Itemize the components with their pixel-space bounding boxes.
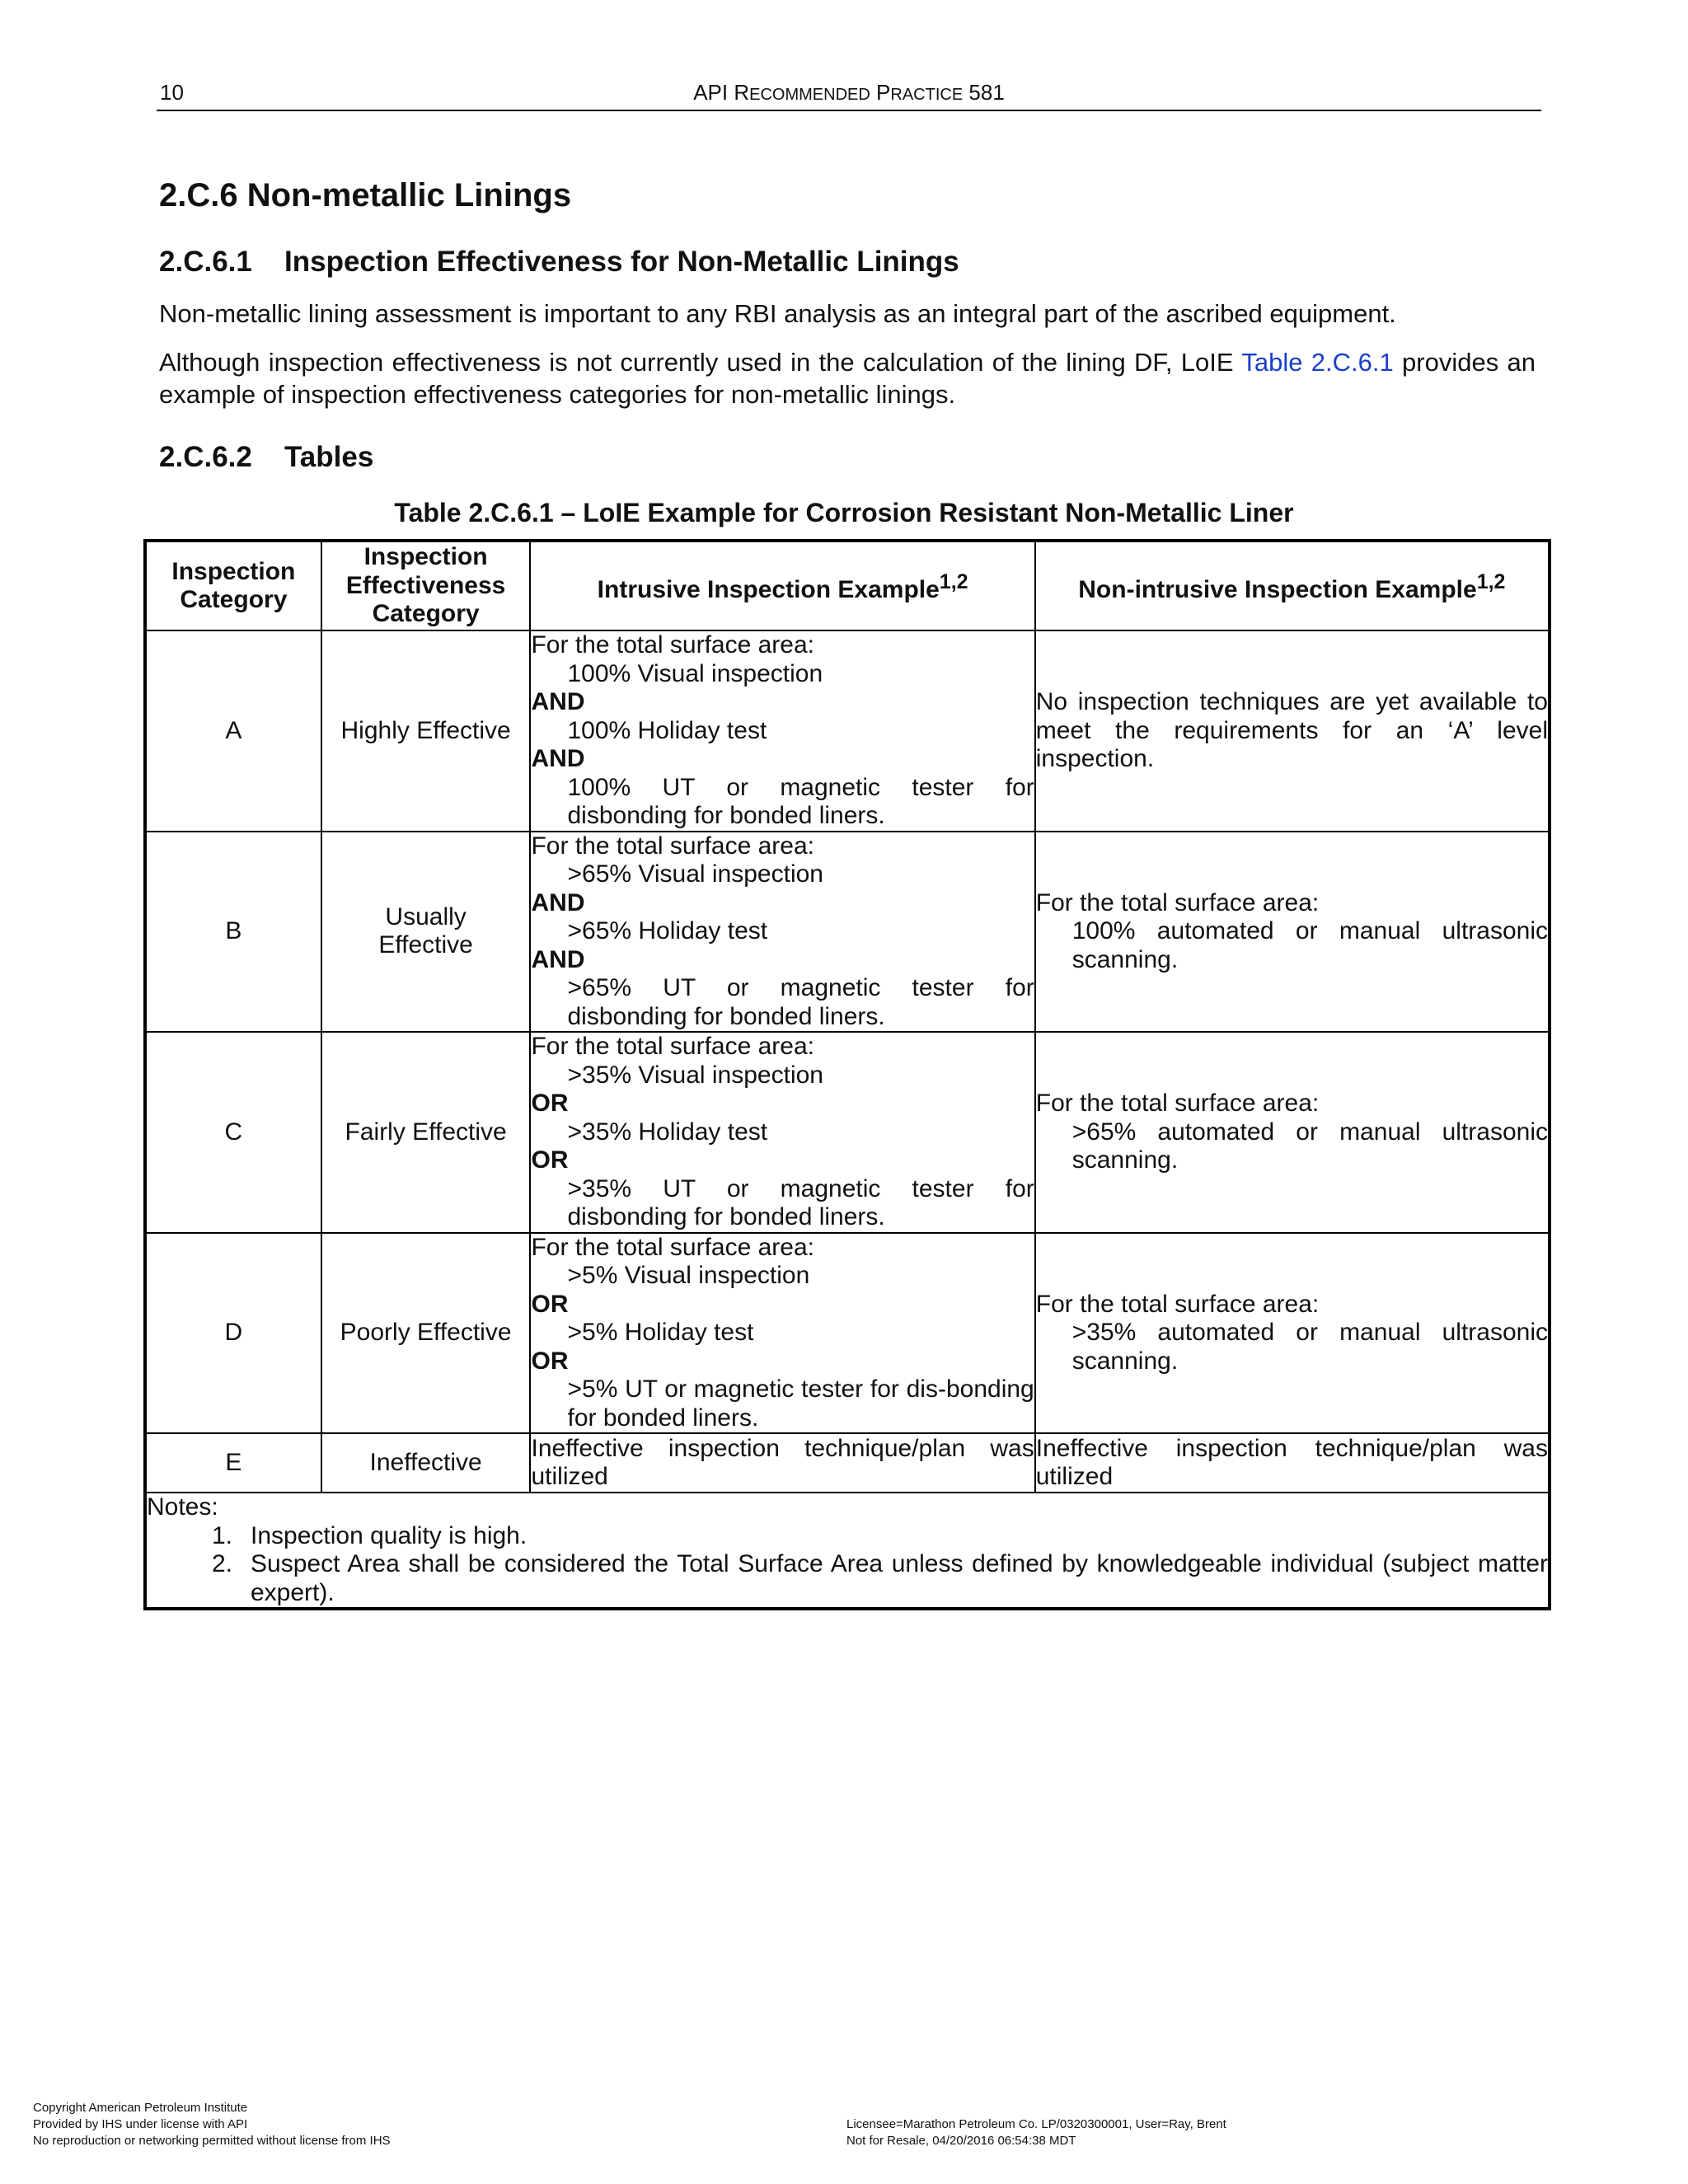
- page-header: [157, 78, 1541, 111]
- subsection-heading-2-c-6-1: 2.C.6.1 Inspection Effectiveness for Non-Metallic Linings: [159, 246, 959, 278]
- category-cell: B: [145, 832, 321, 1033]
- category-cell: D: [145, 1233, 321, 1434]
- page-number: 10: [160, 80, 184, 105]
- notes-row: [145, 1493, 1550, 1609]
- nonintrusive-cell: For the total surface area: >35% automated or manual ultrasonic scanning.: [1035, 1233, 1550, 1434]
- category-cell: C: [145, 1032, 321, 1233]
- notes-label: Notes:: [147, 1493, 218, 1521]
- table-row: [145, 1433, 1550, 1493]
- intrusive-cell: For the total surface area: >35% Visual inspection OR >35% Holiday test OR >35% UT or magnetic tester for disbonding for bonded liners.: [530, 1032, 1034, 1233]
- loie-table: [143, 539, 1551, 1610]
- paragraph-2: Although inspection effectiveness is not currently used in the calculation of the lining DF, LoIE Table 2.C.6.1 provides an example of inspection effectiveness categories for non-metallic linings.: [159, 348, 1536, 409]
- table-row: [145, 630, 1550, 832]
- table-row: [145, 832, 1550, 1033]
- table-row: [145, 1233, 1550, 1434]
- effectiveness-cell: Poorly Effective: [321, 1233, 531, 1434]
- header-effectiveness-category: Inspection Effectiveness Category: [321, 541, 531, 630]
- note-item: 2. Suspect Area shall be considered the Total Surface Area unless defined by knowledgeable individual (subject matter expert).: [211, 1550, 1548, 1606]
- nonintrusive-cell: No inspection techniques are yet available to meet the requirements for an ‘A’ level inspection.: [1035, 630, 1550, 832]
- section-heading: 2.C.6 Non-metallic Linings: [159, 177, 572, 213]
- note-item: 1. Inspection quality is high.: [211, 1521, 528, 1549]
- effectiveness-cell: Highly Effective: [321, 630, 531, 832]
- footer-license: Licensee=Marathon Petroleum Co. LP/0320300001, User=Ray, Brent Not for Resale, 04/20/2016 06:54:38 MDT: [846, 2117, 1226, 2148]
- effectiveness-cell: Usually Effective: [321, 832, 531, 1033]
- header-nonintrusive-example: Non-intrusive Inspection Example$^{1,2}$: [1035, 541, 1550, 630]
- notes-cell: [145, 1493, 1550, 1609]
- nonintrusive-cell: For the total surface area: >65% automated or manual ultrasonic scanning.: [1035, 1032, 1550, 1233]
- table-reference-link[interactable]: Table 2.C.6.1: [1241, 348, 1394, 377]
- nonintrusive-cell: Ineffective inspection technique/plan was utilized: [1035, 1433, 1550, 1493]
- effectiveness-cell: Fairly Effective: [321, 1032, 531, 1233]
- nonintrusive-cell: For the total surface area: 100% automated or manual ultrasonic scanning.: [1035, 832, 1550, 1033]
- category-cell: A: [145, 630, 321, 832]
- effectiveness-cell: Ineffective: [321, 1433, 531, 1493]
- footer-copyright: Copyright American Petroleum Institute Provided by IHS under license with API No reproduction or networking permitted without license from IHS: [33, 2101, 391, 2148]
- intrusive-cell: For the total surface area: 100% Visual inspection AND 100% Holiday test AND 100% UT or magnetic tester for disbonding for bonded liners.: [530, 630, 1034, 832]
- category-cell: E: [145, 1433, 321, 1493]
- table-row: [145, 1032, 1550, 1233]
- table-caption: Table 2.C.6.1 – LoIE Example for Corrosion Resistant Non-Metallic Liner: [394, 498, 1294, 527]
- subsection-heading-2-c-6-2: 2.C.6.2 Tables: [159, 441, 374, 473]
- paragraph-1: Non-metallic lining assessment is important to any RBI analysis as an integral part of the ascribed equipment.: [159, 299, 1396, 328]
- running-title: API RECOMMENDED PRACTICE 581: [693, 80, 1005, 105]
- intrusive-cell: For the total surface area: >5% Visual inspection OR >5% Holiday test OR >5% UT or magnetic tester for dis-bonding for bonded liners.: [530, 1233, 1034, 1434]
- intrusive-cell: For the total surface area: >65% Visual inspection AND >65% Holiday test AND >65% UT or magnetic tester for disbonding for bonded liners.: [530, 832, 1034, 1033]
- intrusive-cell: Ineffective inspection technique/plan was utilized: [530, 1433, 1034, 1493]
- header-intrusive-example: Intrusive Inspection Example$^{1,2}$: [530, 541, 1034, 630]
- header-inspection-category: Inspection Category: [145, 541, 321, 630]
- table-header-row: [145, 541, 1550, 630]
